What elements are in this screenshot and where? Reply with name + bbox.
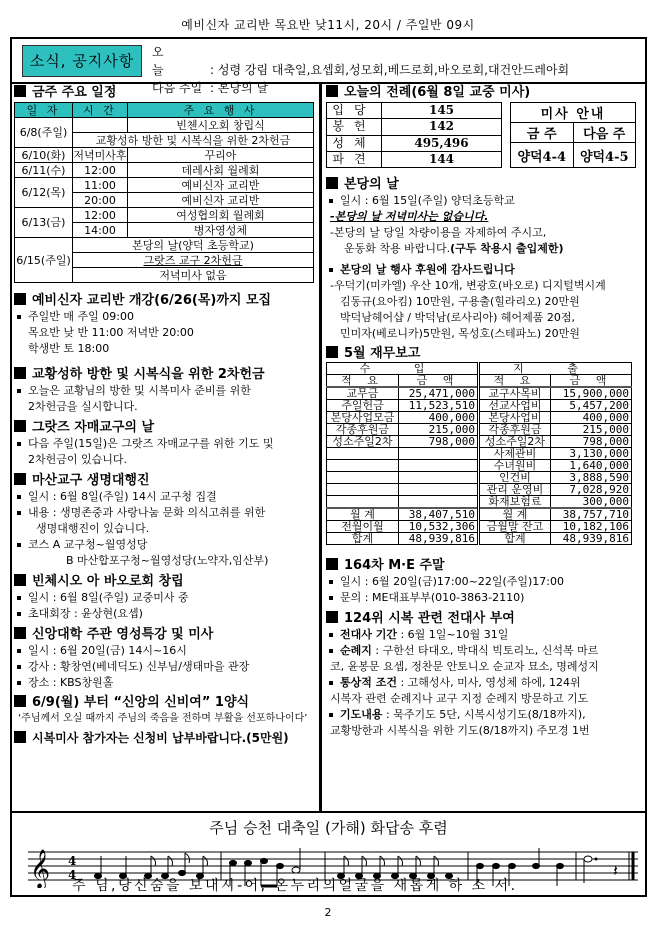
next-week-value: 양덕4-5 [573,143,636,168]
parish-day-donors-2: 김동규(요아킴) 10만원, 구용출(힐라리오) 20만원 [340,295,580,308]
square-bullet-icon [14,574,26,586]
schedule-header-event: 주 요 행 사 [128,103,314,118]
table-row: 그랏즈 교구 2차헌금 [15,253,314,268]
section-title-parish-day: 본당의 날 [326,176,644,193]
table-row: 인건비 3,888,590 [327,472,632,484]
vincent-president: 초대회장 : 윤상현(요셉) [14,606,316,622]
right-column [326,84,644,739]
table-row: 20:00 예비신자 교리반 [15,193,314,208]
square-bullet-icon [14,627,26,639]
vincent-date: 일시 : 6월 8일(주일) 교중미사 중 [14,590,316,606]
mystery-quote: ‘주님께서 오실 때까지 주님의 죽음을 전하며 부활을 선포하나이다’ [18,713,308,724]
table-row: 수녀원비 1,640,000 [327,460,632,472]
table-row: 14:00 병자영성체 [15,223,314,238]
section-title-life-march: 마산교구 생명대행진 [14,472,316,489]
parish-day-line-2: 운동화 착용 바랍니다.(구두 착용시 출입제한) [344,242,564,255]
life-march-course-a: 코스 A 교구청~월영성당 [14,537,316,553]
indulgence-period: 전대사 기간 : 6월 1일~10월 31일 [326,627,644,643]
left-column [14,84,316,747]
table-row: 교황성하 방한 및 시복식을 위한 2차헌금 [15,133,314,148]
this-week-label: 금 주 [511,123,574,143]
square-bullet-icon [14,293,26,305]
faith-univ-speaker: 강사 : 황창연(베네딕도) 신부님/생태마을 관장 [14,659,316,675]
table-row: 주일헌금 11,523,510 선교사업비 5,457,200 [327,400,632,412]
catechism-line-2: 목요반 낮 반 11:00 저녁반 20:00 [28,326,194,339]
today-value: : 성령 강림 대축일,요셉회,성모회,베드로회,바오로회,대건안드레아회 [210,63,570,77]
faith-univ-place: 장소 : KBS창원홀 [14,675,316,691]
parish-day-date: 일시 : 6월 15일(주일) 양덕초등학교 [326,193,644,209]
section-title-finance: 5월 재무보고 [326,345,644,362]
main-content-frame [10,84,647,811]
square-bullet-icon [326,85,338,97]
square-bullet-icon [326,611,338,623]
section-title-me-weekend: 164차 M·E 주말 [326,557,644,574]
parish-day-donors-1: -우덕기(미카엘) 우산 10개, 변광호(바오로) 디지털벽시계 [330,279,606,292]
section-title-rites: 오늘의 전례(6월 8일 교중 미사) [326,84,644,101]
page-header-title: 예비신자 교리반 목요반 낮11시, 20시 / 주일반 09시 [181,18,475,32]
section-title-faith-univ: 신앙대학 주관 영성특강 및 미사 [14,626,316,643]
svg-text:4: 4 [68,854,77,868]
square-bullet-icon [326,346,338,358]
indulgence-pilgrimage-cont: 코, 윤봉문 요셉, 정찬문 안토니오 순교자 묘소, 명례성지 [330,660,599,673]
indulgence-pilgrimage: 순례지 : 구한선 타대오, 박대식 빅토리노, 신석복 마르 [326,643,644,659]
svg-text:𝄽: 𝄽 [613,861,618,880]
indulgence-prayer-cont: 교황방한과 시복식을 위한 기도(8/18까지) 주모경 1번 [330,724,590,737]
section-title-vincent: 빈체시오 아 바오로회 창립 [14,573,316,590]
schedule-header-time: 시 간 [73,103,128,118]
svg-text:4: 4 [68,868,77,882]
section-title-beatification-fee: 시복미사 참가자는 신청비 납부바랍니다.(5만원) [14,730,316,747]
square-bullet-icon [14,473,26,485]
table-row: 파견 144 [327,151,502,167]
table-row-total: 월 계 38,407,510 월 계 38,757,710 [327,508,632,521]
table-row: 교무금 25,471,000 교구사목비 15,900,000 [327,387,632,400]
square-bullet-icon [14,85,26,97]
finance-table: 수 입 지 출 적 요 금 액 적 요 금 액 교무금 25,471,000 교구사목비 15,900,000 주일헌금 11,523,510 선교사업비 5,457,200 본당사업모금 400,000 본당사업비 400,000 각종후원금 215,000 각종후원금 215,000 성소주일2차 798,000 성소주일2차 798,000 사제관비 3,130,000 수녀원비 1,640,000 인건비 3,888,590 관리 운영비 7,028,920 화재보험료 300,000 월 계 38,407,510 월 계 38,757,710 전월이월 10,532,306 금월말 잔고 10,182,106 합계 48,939,816 합계 48,939,816 [326,362,632,545]
psalm-lyrics: 주 님,당신숨을 보내시-어, 온누리의얼굴을 새롭게 하 소 서. [72,878,518,894]
square-bullet-icon [14,695,26,707]
table-row: 봉헌 142 [327,119,502,135]
next-sunday-value: : 본당의 날 [210,81,269,95]
square-bullet-icon [326,177,338,189]
section-title-indulgence: 124위 시복 관련 전대사 부여 [326,610,644,627]
svg-text:𝄞: 𝄞 [30,849,51,888]
table-row: 6/8(주일) 빈첸시오회 창립식 [15,118,314,133]
indulgence-conditions-cont: 시복자 관련 순례지나 교구 지정 순례지 방문하고 기도 [330,692,589,705]
catechism-line-1: 주일반 매 주일 09:00 [14,309,316,325]
life-march-course-b: B 마산합포구청~월영성당(노약자,임산부) [66,554,269,567]
me-weekend-contact: 문의 : ME대표부부(010-3863-2110) [326,590,644,606]
square-bullet-icon [14,731,26,743]
psalm-title: 주님 승천 대축일 (가해) 화답송 후렴 [209,819,448,837]
rites-table [326,102,502,168]
parish-day-thanks: 본당의 날 행사 후원에 감사드립니다 [326,262,644,278]
this-week-value: 양덕4-4 [511,143,574,168]
table-row: 6/12(목) 11:00 예비신자 교리반 [15,178,314,193]
table-row: 관리 운영비 7,028,920 [327,484,632,496]
table-row-total: 전월이월 10,532,306 금월말 잔고 10,182,106 [327,521,632,533]
life-march-content-cont: 생명대행진이 있습니다. [36,522,150,535]
income-header: 수 입 [327,363,479,375]
page-number: 2 [324,906,332,919]
faith-univ-date: 일시 : 6월 20일(금) 14시~16시 [14,643,316,659]
table-row: 화재보험료 300,000 [327,496,632,509]
pope-collection-line-1: 오늘은 교황님의 방한 및 시복미사 준비를 위한 [14,383,316,399]
me-weekend-date: 일시 : 6월 20일(금)17:00~22일(주일)17:00 [326,574,644,590]
parish-day-line-1: -본당의 날 당일 차량이용을 자제하여 주시고, [330,226,547,239]
parish-day-no-evening-mass: -본당의 날 저녁미사는 없습니다. [330,210,489,223]
today-label: 오늘 [152,45,184,77]
table-row-total: 합계 48,939,816 합계 48,939,816 [327,533,632,545]
section-title-graz: 그랏즈 자매교구의 날 [14,419,316,436]
pope-collection-line-2: 2차헌금을 실시합니다. [28,400,138,413]
psalm-response-box [10,811,647,897]
column-divider [319,84,322,811]
life-march-date: 일시 : 6월 8일(주일) 14시 교구청 집결 [14,489,316,505]
table-row: 입당 145 [327,103,502,119]
graz-line-1: 다음 주일(15일)은 그랏즈 자매교구를 위한 기도 및 [14,436,316,452]
section-title-catechism: 예비신자 교리반 개강(6/26(목)까지 모집 [14,292,316,309]
schedule-table [14,102,314,283]
table-row: 성체 495,496 [327,135,502,151]
square-bullet-icon [14,367,26,379]
indulgence-prayer: 기도내용 : 묵주기도 5단, 시복시성기도(8/18까지), [326,707,644,723]
table-row: 6/11(수) 12:00 데레사회 월례회 [15,163,314,178]
parish-day-donors-3: 박덕남헤어샵 / 박덕남(로사리아) 헤어제품 20점, [340,311,576,324]
section-title-pope-collection: 교황성하 방한 및 시복식을 위한 2차헌금 [14,366,316,383]
next-sunday-label: 다음 주일 [152,81,203,95]
table-row: 6/15(주일) 본당의 날(양덕 초등학교) [15,238,314,253]
mass-guide-title: 미사 안내 [511,103,636,123]
square-bullet-icon [14,420,26,432]
table-row: 저녁미사 없음 [15,268,314,283]
rites-and-mass-row [326,102,644,168]
expense-header: 지 출 [479,363,632,375]
table-row: 6/10(화) 저녁미사후 꾸리아 [15,148,314,163]
catechism-line-3: 학생반 토 18:00 [28,342,110,355]
parish-day-donors-4: 민미자(베로니카)5만원, 목성호(스테파노) 20만원 [340,327,580,340]
mass-guide-table [510,102,636,168]
life-march-content: 내용 : 생명존중과 사랑나눔 문화 의식고취를 위한 [14,505,316,521]
graz-line-2: 2차헌금이 있습니다. [28,453,127,466]
square-bullet-icon [326,558,338,570]
schedule-header-date: 일 자 [15,103,73,118]
table-row: 6/13(금) 12:00 여성협의회 월례회 [15,208,314,223]
table-row: 본당사업모금 400,000 본당사업비 400,000 [327,412,632,424]
notice-label: 소식, 공지사항 [22,45,142,77]
table-row: 성소주일2차 798,000 성소주일2차 798,000 [327,436,632,448]
table-row: 사제관비 3,130,000 [327,448,632,460]
section-title-mystery: 6/9(월) 부터 “신앙의 신비여” 1양식 [14,694,316,711]
next-week-label: 다음 주 [573,123,636,143]
table-row: 각종후원금 215,000 각종후원금 215,000 [327,424,632,436]
indulgence-conditions: 통상적 조건 : 고해성사, 미사, 영성체 하에, 124위 [326,675,644,691]
section-title-schedule: 금주 주요 일정 [14,84,316,101]
